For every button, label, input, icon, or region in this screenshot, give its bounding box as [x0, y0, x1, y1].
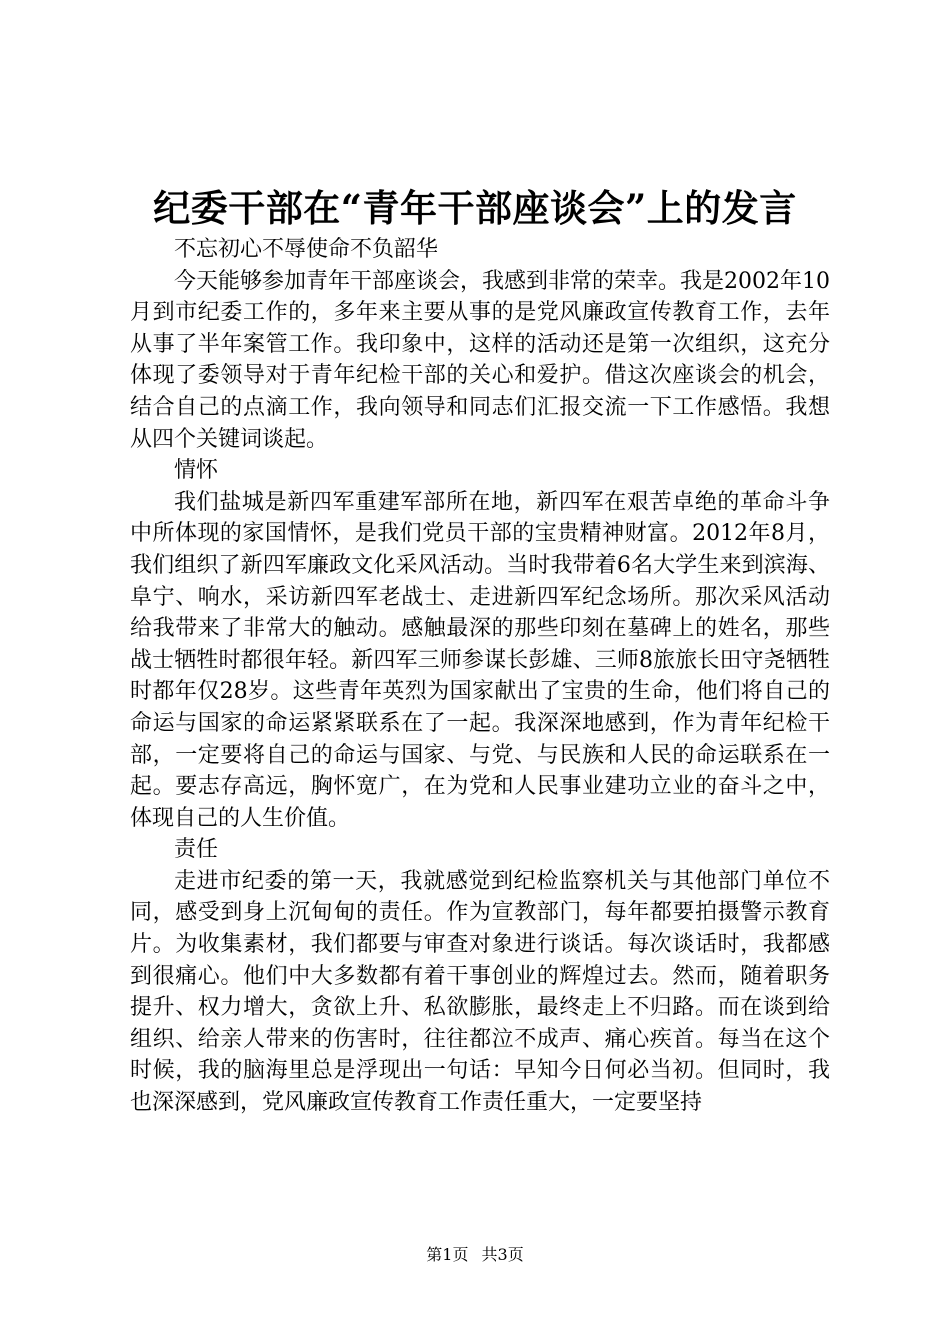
body-paragraph: 今天能够参加青年干部座谈会，我感到非常的荣幸。我是2002年10月到市纪委工作的，多年来主要从事的是党风廉政宣传教育工作，去年从事了半年案管工作。我印象中，这样的活动还是第一次组织，这充分体现了委领导对于青年纪检干部的关心和爱护。借这次座谈会的机会，结合自己的点滴工作，我向领导和同志们汇报交流一下工作感悟。我想从四个关键词谈起。 [130, 268, 830, 452]
section-heading: 情怀 [174, 458, 219, 484]
document-body [130, 234, 830, 1119]
section-heading: 责任 [174, 837, 219, 863]
page-footer [0, 1244, 950, 1266]
body-paragraph: 我们盐城是新四军重建军部所在地，新四军在艰苦卓绝的革命斗争中所体现的家国情怀，是我们党员干部的宝贵精神财富。2012年8月，我们组织了新四军廉政文化采风活动。当时我带着6名大学生来到滨海、阜宁、响水，采访新四军老战士、走进新四军纪念场所。那次采风活动给我带来了非常大的触动。感触最深的那些印刻在墓碑上的姓名，那些战士牺牲时都很年轻。新四军三师参谋长彭雄、三师8旅旅长田守尧牺牲时都年仅28岁。这些青年英烈为国家献出了宝贵的生命，他们将自己的命运与国家的命运紧紧联系在了一起。我深深地感到，作为青年纪检干部，一定要将自己的命运与国家、与党、与民族和人民的命运联系在一起。要志存高远，胸怀宽广，在为党和人民事业建功立业的奋斗之中，体现自己的人生价值。 [130, 489, 830, 831]
body-paragraph: 走进市纪委的第一天，我就感觉到纪检监察机关与其他部门单位不同，感受到身上沉甸甸的责任。作为宣教部门，每年都要拍摄警示教育片。为收集素材，我们都要与审查对象进行谈话。每次谈话时，我都感到很痛心。他们中大多数都有着干事创业的辉煌过去。然而，随着职务提升、权力增大，贪欲上升、私欲膨胀，最终走上不归路。而在谈到给组织、给亲人带来的伤害时，往往都泣不成声、痛心疾首。每当在这个时候，我的脑海里总是浮现出一句话：早知今日何必当初。但同时，我也深深感到，党风廉政宣传教育工作责任重大，一定要坚持 [130, 868, 830, 1116]
page-number: 第1页 [426, 1245, 469, 1264]
page-total: 共3页 [481, 1245, 524, 1264]
document-subtitle: 不忘初心不辱使命不负韶华 [174, 237, 439, 262]
document-title: 纪委干部在“青年干部座谈会”上的发言 [153, 186, 797, 230]
